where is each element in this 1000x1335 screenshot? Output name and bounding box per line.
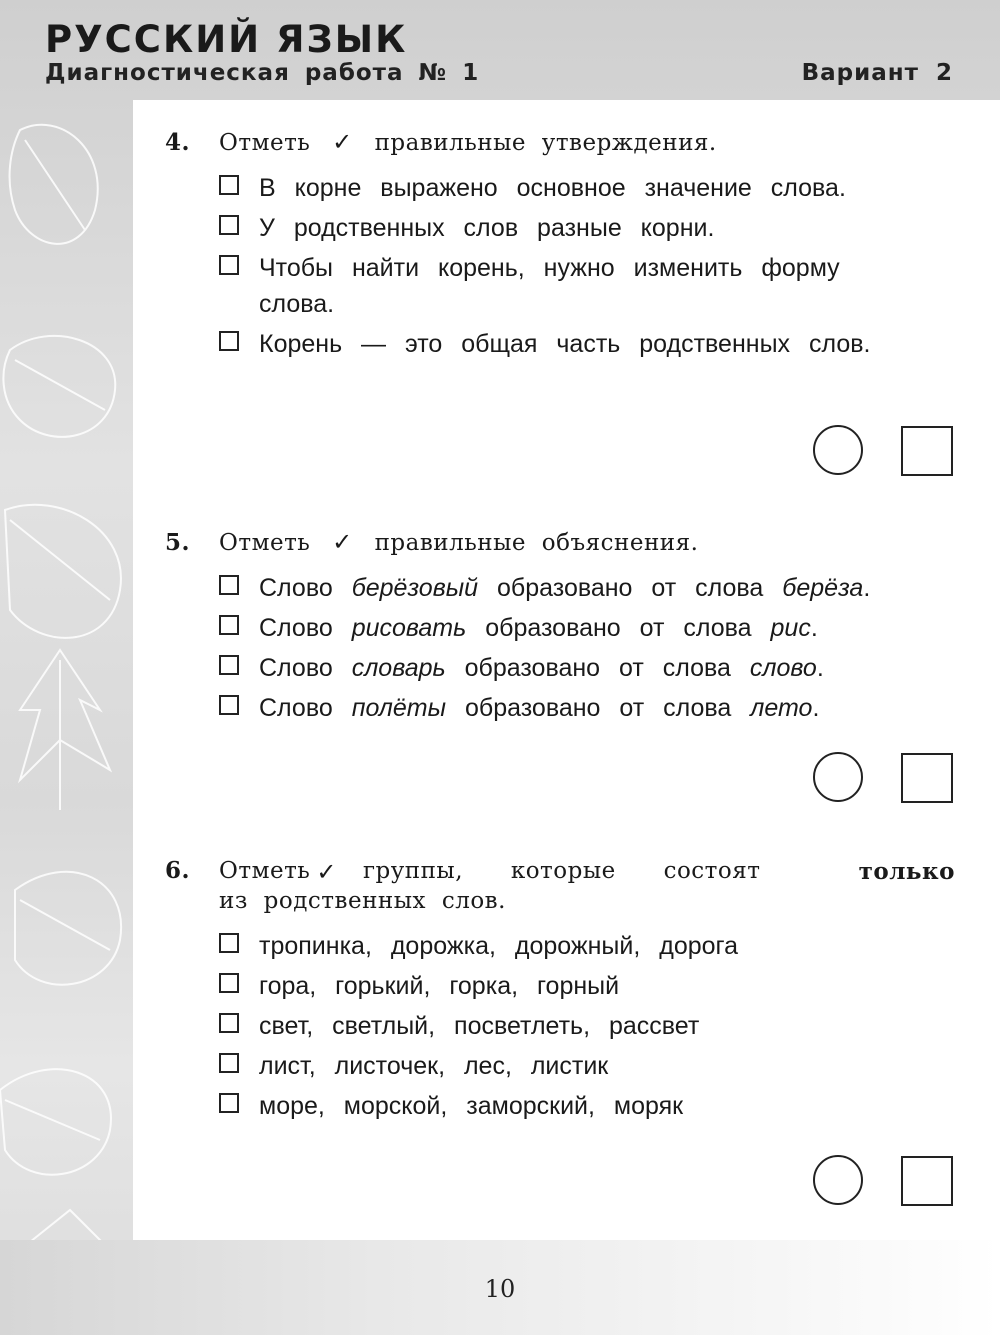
option-item <box>219 570 955 606</box>
task-6-heading-line2 <box>165 888 955 914</box>
option-text: Слово словарь образовано от слова слово. <box>259 654 824 682</box>
option-text: Слово рисовать образовано от слова рис. <box>259 614 818 642</box>
task-5 <box>165 528 955 726</box>
score-box-5 <box>813 752 953 806</box>
task-6-heading <box>165 857 955 886</box>
leaf-decoration <box>0 90 140 1335</box>
task-instruction: правильные утверждения. <box>374 130 717 156</box>
task-number: 6. <box>165 857 191 884</box>
option-item <box>219 690 955 726</box>
checkmark-icon: ✓ <box>332 128 353 156</box>
checkbox[interactable] <box>219 175 239 195</box>
option-text: свет, светлый, посветлеть, рассвет <box>259 1012 700 1040</box>
task-4 <box>165 128 955 362</box>
option-text: Чтобы найти корень, нужно изменить форму слова. <box>259 254 840 318</box>
option-text: У родственных слов разные корни. <box>259 214 715 242</box>
page-number: 10 <box>484 1275 516 1303</box>
option-text: море, морской, заморский, моряк <box>259 1092 684 1120</box>
option-item <box>219 1048 955 1084</box>
option-item <box>219 326 909 362</box>
score-square[interactable] <box>901 426 953 476</box>
task-5-heading <box>165 528 955 556</box>
checkmark-icon: ✓ <box>316 858 337 886</box>
task-4-heading <box>165 128 955 156</box>
option-text: лист, листочек, лес, листик <box>259 1052 609 1080</box>
checkbox[interactable] <box>219 973 239 993</box>
checkbox[interactable] <box>219 615 239 635</box>
option-text: тропинка, дорожка, дорожный, дорога <box>259 932 739 960</box>
option-item <box>219 1088 955 1124</box>
option-text: Слово полёты образовано от слова лето. <box>259 694 820 722</box>
score-square[interactable] <box>901 1156 953 1206</box>
score-circle[interactable] <box>813 1155 863 1205</box>
checkmark-icon: ✓ <box>332 528 353 556</box>
checkbox[interactable] <box>219 695 239 715</box>
option-item <box>219 1008 955 1044</box>
option-item <box>219 650 955 686</box>
checkbox[interactable] <box>219 1093 239 1113</box>
checkbox[interactable] <box>219 331 239 351</box>
task-instruction: из родственных слов. <box>219 888 506 914</box>
checkbox[interactable] <box>219 255 239 275</box>
task-instruction: Отметь <box>219 530 311 556</box>
checkbox[interactable] <box>219 1013 239 1033</box>
option-item <box>219 170 955 206</box>
option-item <box>219 928 955 964</box>
option-text: Слово берёзовый образовано от слова берёза. <box>259 574 871 602</box>
checkbox[interactable] <box>219 1053 239 1073</box>
option-text: В корне выражено основное значение слова. <box>259 174 846 202</box>
checkbox[interactable] <box>219 655 239 675</box>
checkbox[interactable] <box>219 575 239 595</box>
option-item <box>219 250 909 322</box>
variant-label: Вариант 2 <box>801 60 953 86</box>
score-box-4 <box>813 425 953 479</box>
task-number: 4. <box>165 129 191 156</box>
task-instruction: Отметь <box>219 858 311 884</box>
option-text: Корень — это общая часть родственных слов. <box>259 330 871 358</box>
option-item <box>219 610 955 646</box>
task-instruction: правильные объяснения. <box>374 530 699 556</box>
checkbox[interactable] <box>219 933 239 953</box>
option-item <box>219 968 955 1004</box>
subject-title: РУССКИЙ ЯЗЫК <box>45 18 408 61</box>
task-instruction: Отметь <box>219 130 311 156</box>
checkbox[interactable] <box>219 215 239 235</box>
task-number: 5. <box>165 529 191 556</box>
task-instruction-bold: только <box>858 858 955 885</box>
task-6 <box>165 857 955 1124</box>
score-square[interactable] <box>901 753 953 803</box>
work-title: Диагностическая работа № 1 <box>45 60 480 86</box>
option-text: гора, горький, горка, горный <box>259 972 620 1000</box>
score-circle[interactable] <box>813 752 863 802</box>
option-item <box>219 210 955 246</box>
task-instruction: группы, которые состоят <box>362 858 761 884</box>
score-box-6 <box>813 1155 953 1209</box>
score-circle[interactable] <box>813 425 863 475</box>
